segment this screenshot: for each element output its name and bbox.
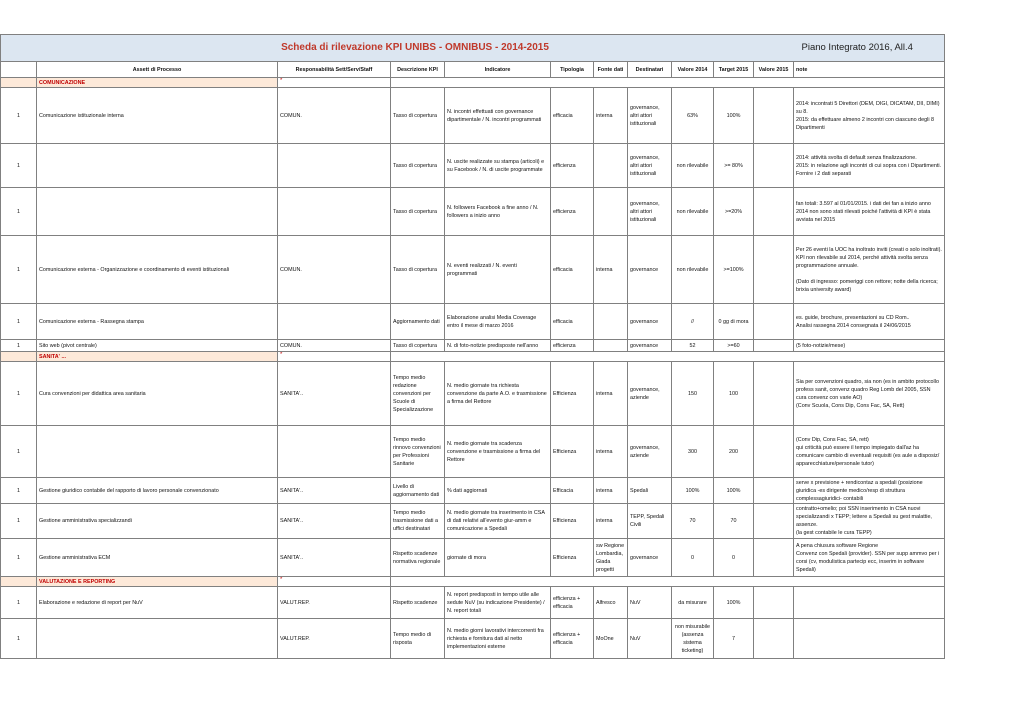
fonte-dati-cell: [594, 304, 628, 340]
fonte-dati-cell: interna: [594, 236, 628, 304]
target-2015-cell: 7: [714, 619, 754, 659]
kpi-rows: [1, 88, 945, 659]
indicatore-cell: % dati aggiornati: [445, 478, 551, 504]
assett-cell: [37, 188, 278, 236]
fonte-dati-cell: interna: [594, 426, 628, 478]
note-cell: 2014: incontrati 5 Direttori (DEM, DIGI, DICATAM, DII, DIMI) su 8. 2015: da effettuare almeno 2 incontri con ciascuno degli 8 Dipartimenti: [794, 88, 945, 144]
section-star: *: [278, 352, 391, 362]
indicatore-cell: N. di foto-notizie predisposte nell'anno: [445, 340, 551, 352]
note-cell: contratto+omelio; poi SSN inserimento in CSA nuovi specializzandi x TEPP; lettere a Spedali su gest malattie, assenze. (la gest contabile le cura TEPP): [794, 504, 945, 539]
descrizione-kpi-cell: Tempo medio rinnovo convenzioni per Professioni Sanitarie: [391, 426, 445, 478]
valore-2014-cell: non rilevabile: [672, 144, 714, 188]
assett-cell: Elaborazione e redazione di report per NuV: [37, 587, 278, 619]
table-row: [1, 236, 945, 304]
tipologia-cell: efficienza: [551, 340, 594, 352]
note-cell: es. guide, brochure, presentazioni su CD Rom.. Analisi rassegna 2014 consegnata il 24/06/2015: [794, 304, 945, 340]
row-number-cell: 1: [1, 587, 37, 619]
title-row: [1, 35, 945, 62]
valore-2014-cell: //: [672, 304, 714, 340]
assett-cell: Comunicazione esterna - Rassegna stampa: [37, 304, 278, 340]
header-descr: Descrizione KPI: [391, 62, 445, 78]
table-row: [1, 587, 945, 619]
tipologia-cell: efficienza: [551, 144, 594, 188]
valore-2014-cell: non rilevabile: [672, 188, 714, 236]
responsabilita-cell: [278, 426, 391, 478]
indicatore-cell: N. medio giornate tra inserimento in CSA di dati relativi all'evento giur-amm e comunicazione a Spedali: [445, 504, 551, 539]
destinatari-cell: governance, altri attori istituzionali: [628, 88, 672, 144]
sheet-subtitle: Piano Integrato 2016, All.4: [794, 35, 945, 62]
target-2015-cell: 100%: [714, 88, 754, 144]
valore-2014-cell: 100%: [672, 478, 714, 504]
target-2015-cell: >=60: [714, 340, 754, 352]
descrizione-kpi-cell: Tasso di copertura: [391, 88, 445, 144]
table-row: [1, 188, 945, 236]
destinatari-cell: Spedali: [628, 478, 672, 504]
row-number-cell: 1: [1, 236, 37, 304]
header-destinatari: Destinatari: [628, 62, 672, 78]
target-2015-cell: >=100%: [714, 236, 754, 304]
responsabilita-cell: SANITA'..: [278, 478, 391, 504]
responsabilita-cell: [278, 188, 391, 236]
tipologia-cell: Efficienza: [551, 539, 594, 577]
valore-2015-cell: [754, 236, 794, 304]
indicatore-cell: N. medio giorni lavorativi intercorrenti fra richiesta e fornitura dati al netto implementazioni esterne: [445, 619, 551, 659]
tipologia-cell: efficacia: [551, 304, 594, 340]
target-2015-cell: 70: [714, 504, 754, 539]
descrizione-kpi-cell: Rispetto scadenze normativa regionale: [391, 539, 445, 577]
descrizione-kpi-cell: Livello di aggiornamento dati: [391, 478, 445, 504]
fonte-dati-cell: [594, 144, 628, 188]
responsabilita-cell: VALUT.REP.: [278, 587, 391, 619]
destinatari-cell: governance, aziende: [628, 362, 672, 426]
header-valore-2015: Valore 2015: [754, 62, 794, 78]
descrizione-kpi-cell: Tasso di copertura: [391, 144, 445, 188]
tipologia-cell: Efficienza: [551, 362, 594, 426]
valore-2015-cell: [754, 188, 794, 236]
destinatari-cell: governance: [628, 340, 672, 352]
valore-2015-cell: [754, 619, 794, 659]
valore-2014-cell: 150: [672, 362, 714, 426]
destinatari-cell: governance: [628, 539, 672, 577]
descrizione-kpi-cell: Tasso di copertura: [391, 236, 445, 304]
row-number-cell: 1: [1, 504, 37, 539]
kpi-table: [0, 34, 945, 659]
valore-2015-cell: [754, 539, 794, 577]
table-row: [1, 304, 945, 340]
section-row-sanita: [1, 352, 945, 362]
section-label: COMUNICAZIONE: [37, 78, 278, 88]
valore-2014-cell: 0: [672, 539, 714, 577]
header-fonte: Fonte dati: [594, 62, 628, 78]
valore-2015-cell: [754, 504, 794, 539]
descrizione-kpi-cell: Tempo medio trasmissione dati a uffici destinatari: [391, 504, 445, 539]
destinatari-cell: NuV: [628, 619, 672, 659]
note-cell: (Conv Dip, Cons Fac, SA, rett) qui criticità può essere il tempo impiegato dall'az ha comunicare cambio di eventuali requisiti (es aule a disposiz/ apparecchiature/personale tutor): [794, 426, 945, 478]
tipologia-cell: efficacia: [551, 88, 594, 144]
responsabilita-cell: [278, 304, 391, 340]
destinatari-cell: governance, aziende: [628, 426, 672, 478]
fonte-dati-cell: [594, 188, 628, 236]
target-2015-cell: 0: [714, 539, 754, 577]
row-number-cell: 1: [1, 619, 37, 659]
assett-cell: Sito web (pivot centrale): [37, 340, 278, 352]
descrizione-kpi-cell: Tasso di copertura: [391, 188, 445, 236]
valore-2014-cell: 70: [672, 504, 714, 539]
valore-2015-cell: [754, 478, 794, 504]
valore-2015-cell: [754, 304, 794, 340]
section-row-valutazione: [1, 577, 945, 587]
tipologia-cell: efficienza: [551, 188, 594, 236]
header-resp: Responsabilità Sett/Serv/Staff: [278, 62, 391, 78]
indicatore-cell: N. report predisposti in tempo utile alle sedute NuV (su indicazione Presidente) / N. report totali: [445, 587, 551, 619]
responsabilita-cell: SANITA'..: [278, 539, 391, 577]
tipologia-cell: Efficienza: [551, 504, 594, 539]
indicatore-cell: N. incontri effettuati con governance dipartimentale / N. incontri programmati: [445, 88, 551, 144]
section-label: VALUTAZIONE E REPORTING: [37, 577, 278, 587]
header-tipologia: Tipologia: [551, 62, 594, 78]
destinatari-cell: governance, altri attori istituzionali: [628, 188, 672, 236]
note-cell: [794, 587, 945, 619]
target-2015-cell: 0 gg di mora: [714, 304, 754, 340]
sheet-title: Scheda di rilevazione KPI UNIBS - OMNIBUS - 2014-2015: [37, 35, 794, 62]
target-2015-cell: 100%: [714, 478, 754, 504]
destinatari-cell: governance: [628, 236, 672, 304]
destinatari-cell: governance: [628, 304, 672, 340]
fonte-dati-cell: [594, 340, 628, 352]
valore-2015-cell: [754, 88, 794, 144]
valore-2014-cell: non misurabile (assenza sistema ticketing): [672, 619, 714, 659]
responsabilita-cell: COMUN.: [278, 236, 391, 304]
table-row: [1, 144, 945, 188]
row-number-cell: 1: [1, 362, 37, 426]
row-number-cell: 1: [1, 539, 37, 577]
valore-2015-cell: [754, 587, 794, 619]
row-number-cell: 1: [1, 144, 37, 188]
indicatore-cell: N. eventi realizzati / N. eventi programmati: [445, 236, 551, 304]
indicatore-cell: N. followers Facebook a fine anno / N. followers a inizio anno: [445, 188, 551, 236]
table-row: [1, 426, 945, 478]
section-row-comunicazione: [1, 78, 945, 88]
note-cell: (5 foto-notizie/mese): [794, 340, 945, 352]
target-2015-cell: >= 80%: [714, 144, 754, 188]
tipologia-cell: Efficacia: [551, 478, 594, 504]
destinatari-cell: governance, altri attori istituzionali: [628, 144, 672, 188]
header-target-2015: Target 2015: [714, 62, 754, 78]
table-row: [1, 619, 945, 659]
assett-cell: Gestione amministrativa specializzandi: [37, 504, 278, 539]
header-valore-2014: Valore 2014: [672, 62, 714, 78]
valore-2014-cell: da misurare: [672, 587, 714, 619]
target-2015-cell: 100: [714, 362, 754, 426]
indicatore-cell: N. medio giornate tra richiesta convenzione da parte A.O. e trasmissione a firma del Rettore: [445, 362, 551, 426]
descrizione-kpi-cell: Rispetto scadenze: [391, 587, 445, 619]
note-cell: [794, 619, 945, 659]
table-row: [1, 478, 945, 504]
row-number-cell: 1: [1, 340, 37, 352]
row-number-cell: 1: [1, 426, 37, 478]
indicatore-cell: N. uscite realizzate su stampa (articoli) e su Facebook / N. di uscite programmate: [445, 144, 551, 188]
valore-2015-cell: [754, 426, 794, 478]
destinatari-cell: TEPP, Spedali Civili: [628, 504, 672, 539]
assett-cell: Gestione amministrativa ECM: [37, 539, 278, 577]
header-indicatore: Indicatore: [445, 62, 551, 78]
valore-2014-cell: non rilevabile: [672, 236, 714, 304]
assett-cell: [37, 426, 278, 478]
indicatore-cell: N. medio giornate tra scadenza convenzione e trasmissione a firma del Rettore: [445, 426, 551, 478]
descrizione-kpi-cell: Aggiornamento dati: [391, 304, 445, 340]
valore-2015-cell: [754, 144, 794, 188]
section-label: SANITA' ...: [37, 352, 278, 362]
responsabilita-cell: COMUN.: [278, 88, 391, 144]
assett-cell: Comunicazione esterna - Organizzazione e coordinamento di eventi istituzionali: [37, 236, 278, 304]
table-row: [1, 539, 945, 577]
valore-2015-cell: [754, 362, 794, 426]
valore-2014-cell: 300: [672, 426, 714, 478]
fonte-dati-cell: MoOne: [594, 619, 628, 659]
descrizione-kpi-cell: Tempo medio redazione convenzioni per Scuole di Specializzazione: [391, 362, 445, 426]
fonte-dati-cell: interna: [594, 362, 628, 426]
valore-2014-cell: 52: [672, 340, 714, 352]
assett-cell: Gestione giuridico contabile del rapporto di lavoro personale convenzionato: [37, 478, 278, 504]
indicatore-cell: giornate di mora: [445, 539, 551, 577]
note-cell: Per 26 eventi la UOC ha inoltrato inviti (creati o solo inoltrati). KPI non rilevabile sul 2014, perché attività svolta senza programmazione annuale. (Dato di ingresso: pomeriggi con rettore; notte della ricerca; brixia university award): [794, 236, 945, 304]
target-2015-cell: >=20%: [714, 188, 754, 236]
fonte-dati-cell: Alfresco: [594, 587, 628, 619]
note-cell: fan totali: 3.597 al 01/01/2015. i dati dei fan a inizio anno 2014 non sono stati rilevati poiché l'attività di KPI è stata avviata nel 2015: [794, 188, 945, 236]
header-assett: Assett di Processo: [37, 62, 278, 78]
table-row: [1, 362, 945, 426]
fonte-dati-cell: sw Regione Lombardia, Giada progetti: [594, 539, 628, 577]
fonte-dati-cell: interna: [594, 504, 628, 539]
tipologia-cell: efficacia: [551, 236, 594, 304]
tipologia-cell: efficienza + efficacia: [551, 587, 594, 619]
table-row: [1, 504, 945, 539]
valore-2014-cell: 63%: [672, 88, 714, 144]
table-row: [1, 340, 945, 352]
note-cell: A pena chiusura software Regione Convenz con Spedali (provider). SSN per supp ammvo per i corsi (cv, modulistica partecip ecc, inserim in software Spedali): [794, 539, 945, 577]
target-2015-cell: 200: [714, 426, 754, 478]
tipologia-cell: Efficienza: [551, 426, 594, 478]
responsabilita-cell: SANITA'..: [278, 362, 391, 426]
row-number-cell: 1: [1, 478, 37, 504]
descrizione-kpi-cell: Tempo medio di risposta: [391, 619, 445, 659]
table-row: [1, 88, 945, 144]
responsabilita-cell: COMUN.: [278, 340, 391, 352]
responsabilita-cell: VALUT.REP.: [278, 619, 391, 659]
tipologia-cell: efficienza + efficacia: [551, 619, 594, 659]
fonte-dati-cell: interna: [594, 88, 628, 144]
target-2015-cell: 100%: [714, 587, 754, 619]
assett-cell: [37, 144, 278, 188]
indicatore-cell: Elaborazione analisi Media Coverage entro il mese di marzo 2016: [445, 304, 551, 340]
header-note: note: [794, 62, 945, 78]
assett-cell: Cura convenzioni per didattica area sanitaria: [37, 362, 278, 426]
responsabilita-cell: SANITA'..: [278, 504, 391, 539]
header-row: [1, 62, 945, 78]
row-number-cell: 1: [1, 304, 37, 340]
note-cell: 2014: attività svolta di default senza finalizzazione. 2015: in relazione agli incontri di cui sopra con i Dipartimenti. Fornire i 2 dati separati: [794, 144, 945, 188]
responsabilita-cell: [278, 144, 391, 188]
row-number-cell: 1: [1, 188, 37, 236]
destinatari-cell: NuV: [628, 587, 672, 619]
valore-2015-cell: [754, 340, 794, 352]
assett-cell: [37, 619, 278, 659]
assett-cell: Comunicazione istituzionale interna: [37, 88, 278, 144]
section-star: *: [278, 577, 391, 587]
section-star: *: [278, 78, 391, 88]
descrizione-kpi-cell: Tasso di copertura: [391, 340, 445, 352]
note-cell: Sia per convenzioni quadro, sia non (es in ambito protocollo profess sanit, convenz quadro Reg Lomb del 2005, SSN cura convenz con varie AO) (Conv Scuola, Cons Dip, Cons Fac, SA, Rett): [794, 362, 945, 426]
row-number-cell: 1: [1, 88, 37, 144]
note-cell: serve x previsione + rendicontaz a spedali (posizione giuridica -es dirigente medico/resp di struttura complessagiuridici- contabili: [794, 478, 945, 504]
fonte-dati-cell: interna: [594, 478, 628, 504]
